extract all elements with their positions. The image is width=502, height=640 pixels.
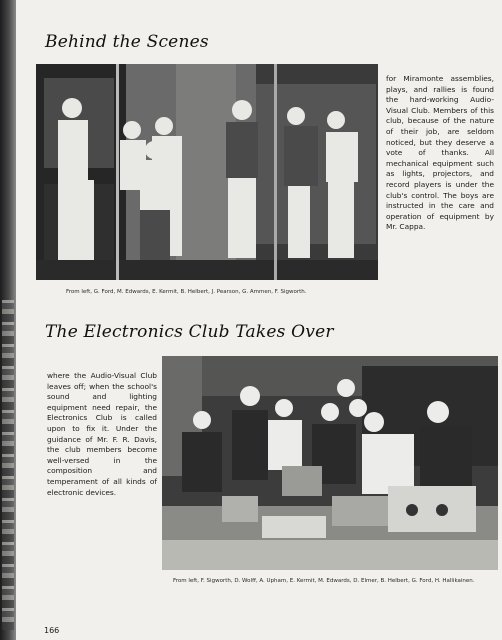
section-title-behind-the-scenes: Behind the Scenes [45, 32, 209, 52]
electronics-club-photo [162, 356, 498, 570]
audio-visual-club-photo [36, 64, 378, 280]
section1-body-text: for Miramonte assemblies, plays, and rallies is found the hard-working Audio-Visual Club. Members of this club, because of the nature of their job, are seldom noticed, but they deserve a vote of thanks. All mechanical equipment such as lights, projectors, and record players is under the club's control. The boys are instructed in the care and operation of equipment by Mr. Cappa. [386, 74, 494, 232]
yearbook-page [16, 0, 502, 640]
adjacent-page-edge [2, 300, 14, 630]
section2-photo-caption: From left, F. Sigworth, D. Wolff, A. Upham, E. Kermit, M. Edwards, D. Elmer, B. Helbert, G. Ford, H. Hallikainen. [173, 578, 475, 584]
section1-photo-caption: From left, G. Ford, M. Edwards, E. Kermit, B. Helbert, J. Pearson, G. Ammen, F. Sigworth. [66, 289, 307, 295]
section2-body-text: where the Audio-Visual Club leaves off; when the school's sound and lighting equipment need repair, the Electronics Club is called upon to fix it. Under the guidance of Mr. F. R. Davis, the club members become well-versed in the composition and temperament of all kinds of electronic devices. [47, 371, 157, 497]
page-number: 166 [44, 626, 60, 635]
section-title-electronics-club: The Electronics Club Takes Over [45, 322, 334, 342]
book-binding-edge [0, 0, 16, 640]
